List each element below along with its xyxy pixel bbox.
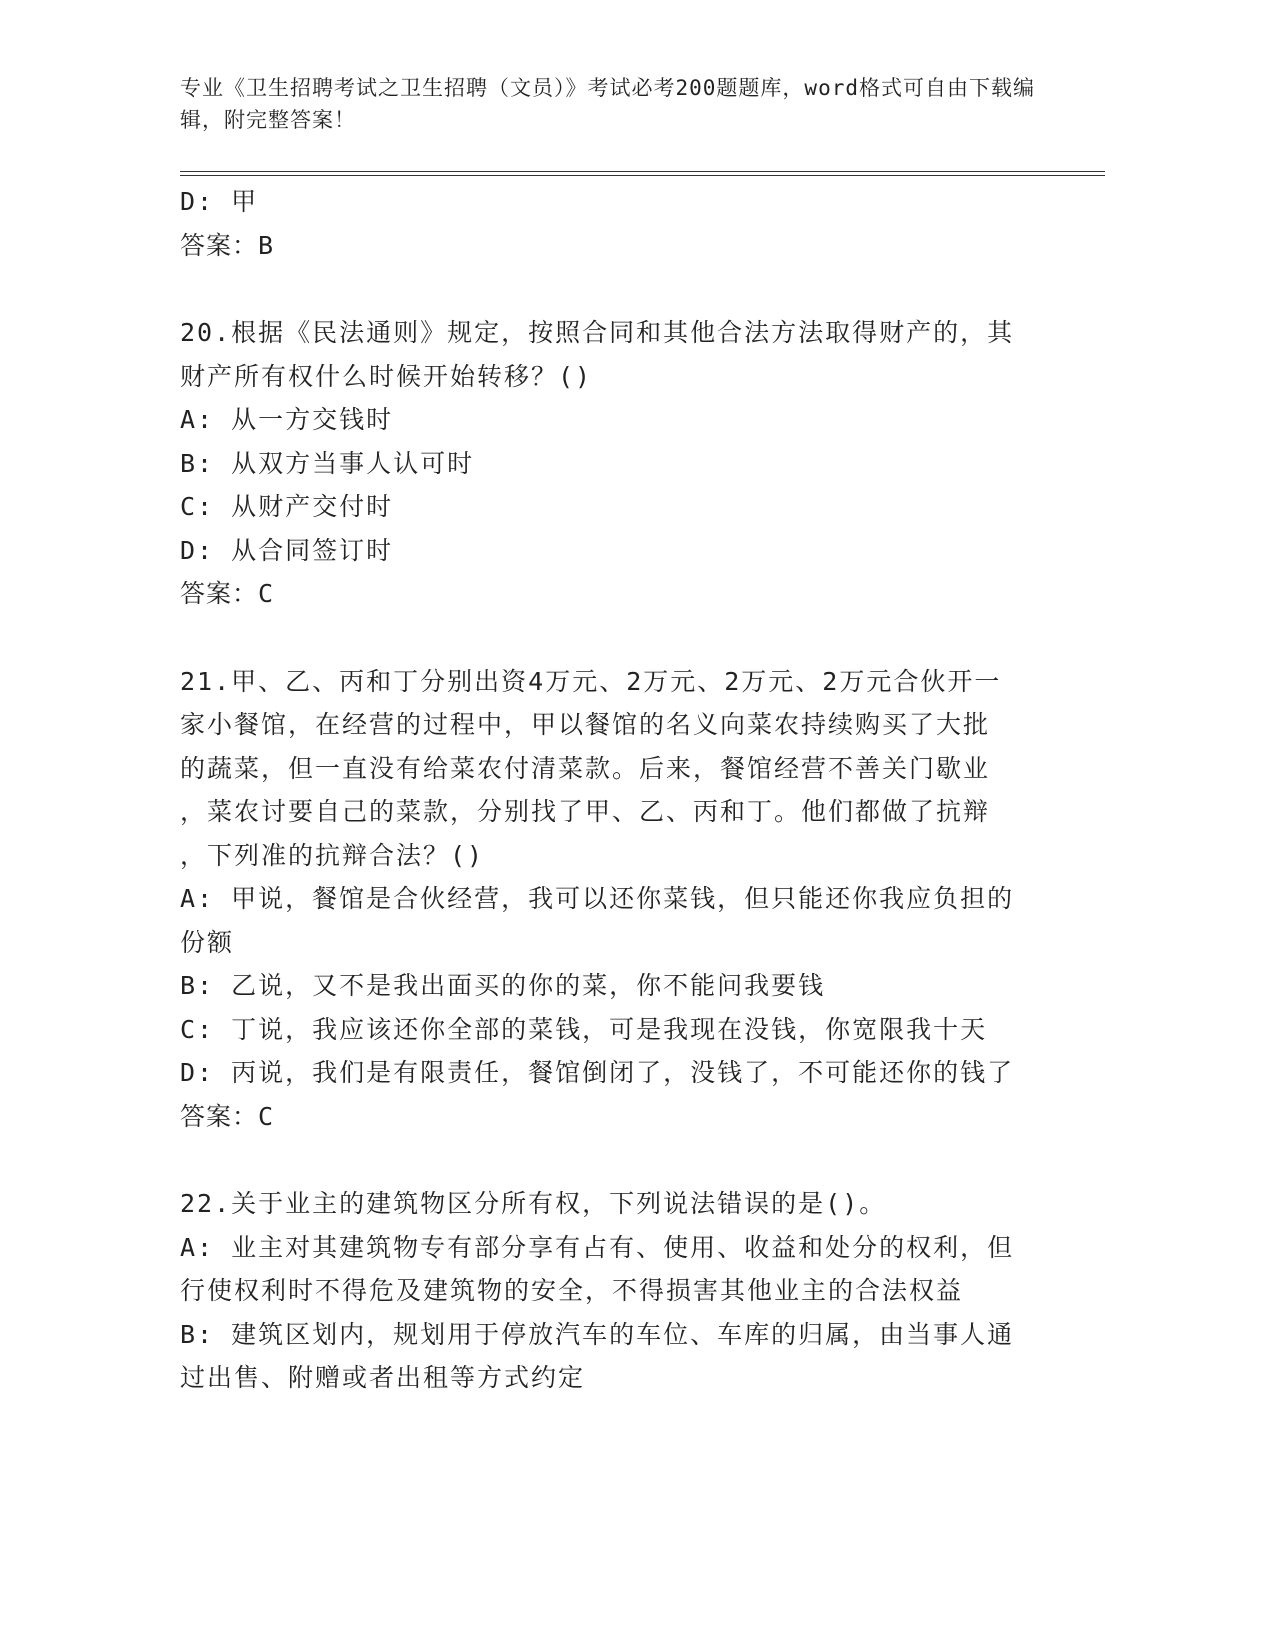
option-b-continued: 过出售、附赠或者出租等方式约定 (180, 1363, 586, 1392)
question-21 (180, 660, 1060, 1139)
option-d: D: 从合同签订时 (180, 535, 394, 565)
question-text: 20.根据《民法通则》规定，按照合同和其他合法方法取得财产的，其 (180, 318, 1015, 347)
page-content (180, 180, 1060, 1400)
question-text: 财产所有权什么时候开始转移？() (180, 361, 593, 391)
option-a: A: 从一方交钱时 (180, 405, 394, 434)
spacer (180, 616, 1060, 660)
question-text: 22.关于业主的建筑物区分所有权，下列说法错误的是()。 (180, 1189, 887, 1218)
question-22 (180, 1182, 1060, 1400)
header-rule-top (180, 171, 1105, 172)
answer-line: 答案：C (180, 1101, 275, 1131)
option-d: D: 丙说，我们是有限责任，餐馆倒闭了，没钱了，不可能还你的钱了 (180, 1058, 1015, 1087)
page-header (180, 72, 1050, 136)
answer-line: 答案：C (180, 579, 275, 608)
question-text: ，下列准的抗辩合法？() (180, 840, 485, 870)
option-b: B: 建筑区划内，规划用于停放汽车的车位、车库的归属，由当事人通 (180, 1319, 1015, 1349)
option-a-continued: 份额 (180, 927, 235, 957)
spacer (180, 267, 1060, 311)
option-a: A: 业主对其建筑物专有部分享有占有、使用、收益和处分的权利，但 (180, 1232, 1015, 1262)
option-c: C: 丁说，我应该还你全部的菜钱，可是我现在没钱，你宽限我十天 (180, 1014, 988, 1044)
question-text: 的蔬菜，但一直没有给菜农付清菜款。后来，餐馆经营不善关门歇业 (180, 753, 991, 783)
option-b: B: 乙说，又不是我出面买的你的菜，你不能问我要钱 (180, 971, 826, 1000)
header-rule-bottom (180, 175, 1105, 176)
question-text: 家小餐馆，在经营的过程中，甲以餐馆的名义向菜农持续购买了大批 (180, 710, 991, 739)
option-b: B: 从双方当事人认可时 (180, 448, 475, 478)
option-a: A: 甲说，餐馆是合伙经营，我可以还你菜钱，但只能还你我应负担的 (180, 884, 1015, 913)
option-a-continued: 行使权利时不得危及建筑物的安全，不得损害其他业主的合法权益 (180, 1276, 964, 1305)
previous-question-tail (180, 180, 1060, 267)
option-c: C: 从财产交付时 (180, 492, 394, 521)
question-text: ，菜农讨要自己的菜款，分别找了甲、乙、丙和丁。他们都做了抗辩 (180, 797, 991, 826)
option-d: D: 甲 (180, 187, 259, 216)
header-text: 专业《卫生招聘考试之卫生招聘（文员）》考试必考200题题库，word格式可自由下载编辑，附完整答案！ (180, 76, 1035, 132)
answer-line: 答案：B (180, 230, 275, 260)
question-20 (180, 311, 1060, 616)
question-text: 21.甲、乙、丙和丁分别出资4万元、2万元、2万元、2万元合伙开一 (180, 666, 1002, 696)
spacer (180, 1138, 1060, 1182)
